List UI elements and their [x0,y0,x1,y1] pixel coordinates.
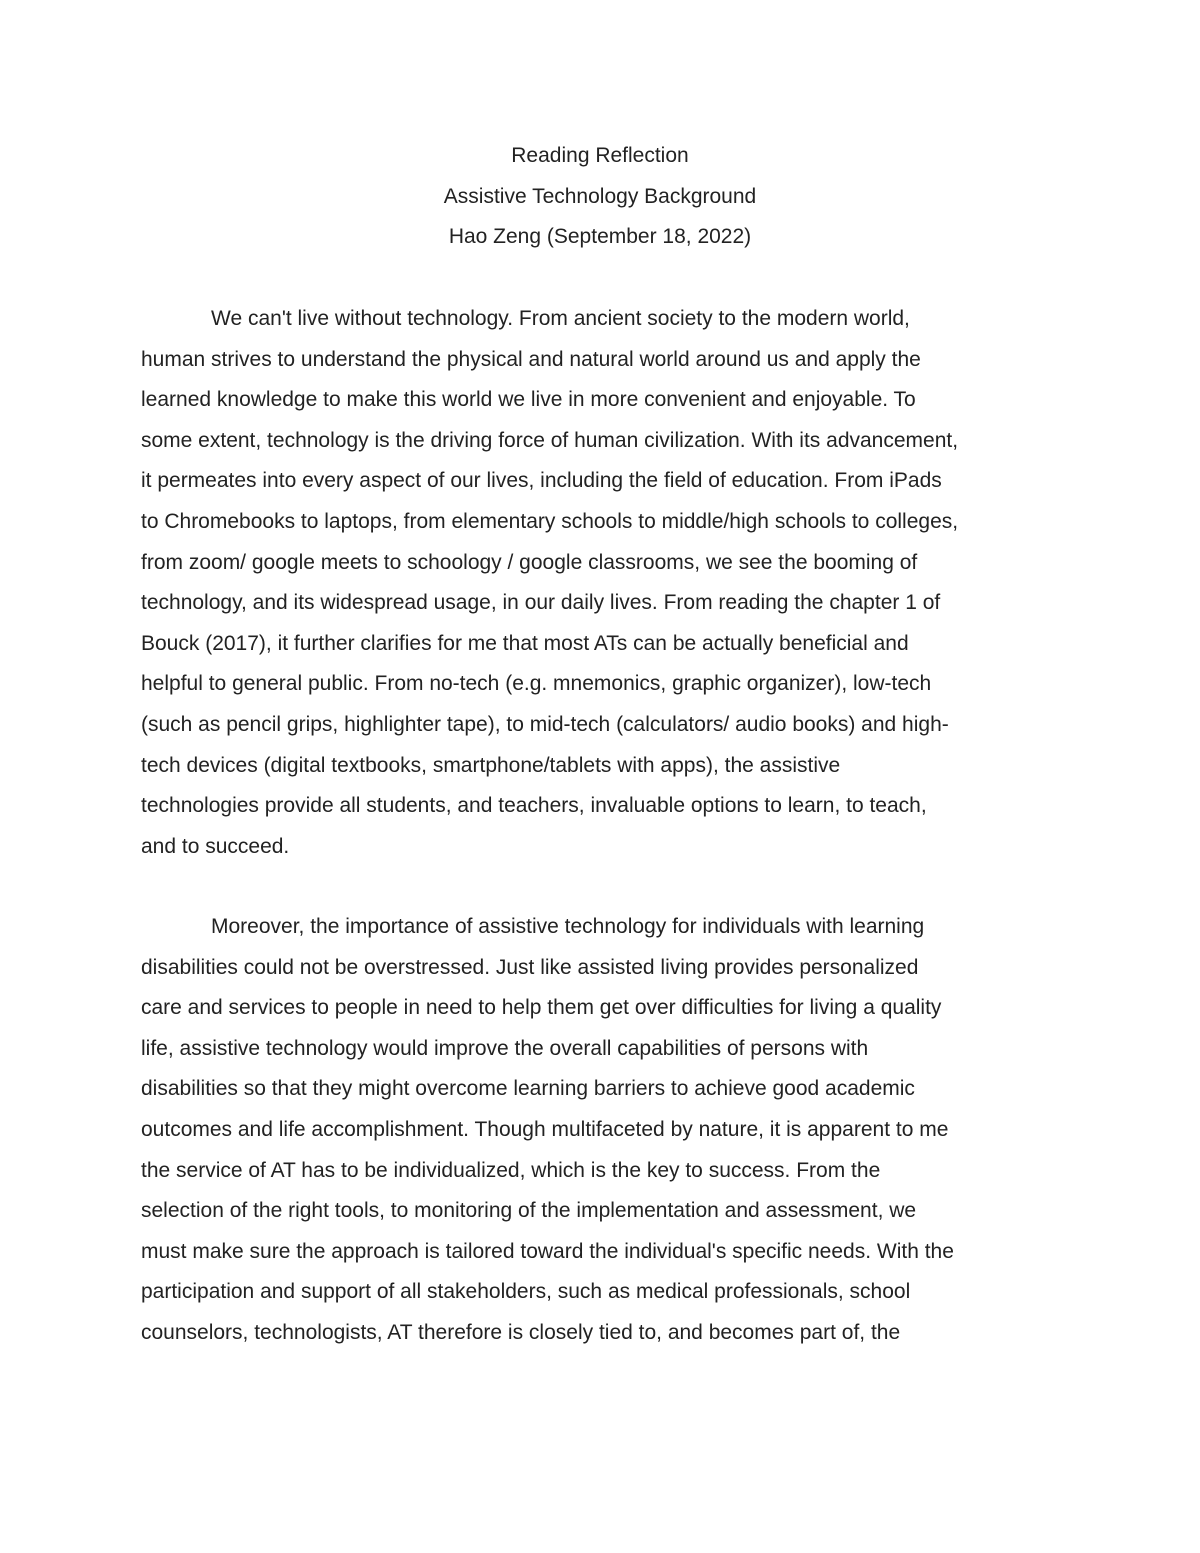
paragraph-line: care and services to people in need to help them get over difficulties for living a quality [141,996,942,1020]
document-title: Reading Reflection [511,144,689,167]
paragraph-line: to Chromebooks to laptops, from elementary schools to middle/high schools to colleges, [141,509,959,533]
paragraph-line: Bouck (2017), it further clarifies for me that most ATs can be actually beneficial and [141,631,909,655]
paragraph-line: some extent, technology is the driving force of human civilization. With its advancement, [141,428,959,452]
paragraph-line: must make sure the approach is tailored toward the individual's specific needs. With the [141,1239,954,1263]
paragraph-line: the service of AT has to be individualized, which is the key to success. From the [141,1158,881,1182]
author-date-line: Hao Zeng (September 18, 2022) [448,225,752,248]
document-subtitle: Assistive Technology Background [443,184,757,208]
paragraph-line: outcomes and life accomplishment. Though multifaceted by nature, it is apparent to me [141,1117,949,1141]
paragraph-line: disabilities so that they might overcome learning barriers to achieve good academic [141,1077,915,1101]
paragraph-line: participation and support of all stakeholders, such as medical professionals, school [141,1280,911,1304]
paragraph-line: learned knowledge to make this world we live in more convenient and enjoyable. To [141,388,916,412]
document-header [0,136,1200,258]
paragraph-line: technologies provide all students, and teachers, invaluable options to learn, to teach, [141,794,927,818]
paragraph-line: disabilities could not be overstressed. Just like assisted living provides personalized [141,955,919,979]
paragraph-line: helpful to general public. From no-tech (e.g. mnemonics, graphic organizer), low-tech [141,672,932,696]
paragraph-line: selection of the right tools, to monitoring of the implementation and assessment, we [141,1199,917,1223]
paragraph-line: technology, and its widespread usage, in our daily lives. From reading the chapter 1 of [141,591,941,615]
paragraph-line: from zoom/ google meets to schoology / google classrooms, we see the booming of [141,550,918,574]
paragraph-line: counselors, technologists, AT therefore is closely tied to, and becomes part of, the [141,1320,901,1344]
paragraph-1 [141,299,1081,867]
paragraph-line: tech devices (digital textbooks, smartphone/tablets with apps), the assistive [141,753,841,777]
paragraph-2 [141,907,1081,1354]
paragraph-line: We can't live without technology. From ancient society to the modern world, [211,307,910,330]
paragraph-line: life, assistive technology would improve the overall capabilities of persons with [141,1036,869,1060]
paragraph-line: human strives to understand the physical and natural world around us and apply the [141,347,921,371]
paragraph-line: Moreover, the importance of assistive technology for individuals with learning [211,915,925,938]
paragraph-line: (such as pencil grips, highlighter tape), to mid-tech (calculators/ audio books) and high- [141,712,949,736]
paragraph-line: it permeates into every aspect of our lives, including the field of education. From iPads [141,469,942,493]
paragraph-line: and to succeed. [141,834,290,858]
